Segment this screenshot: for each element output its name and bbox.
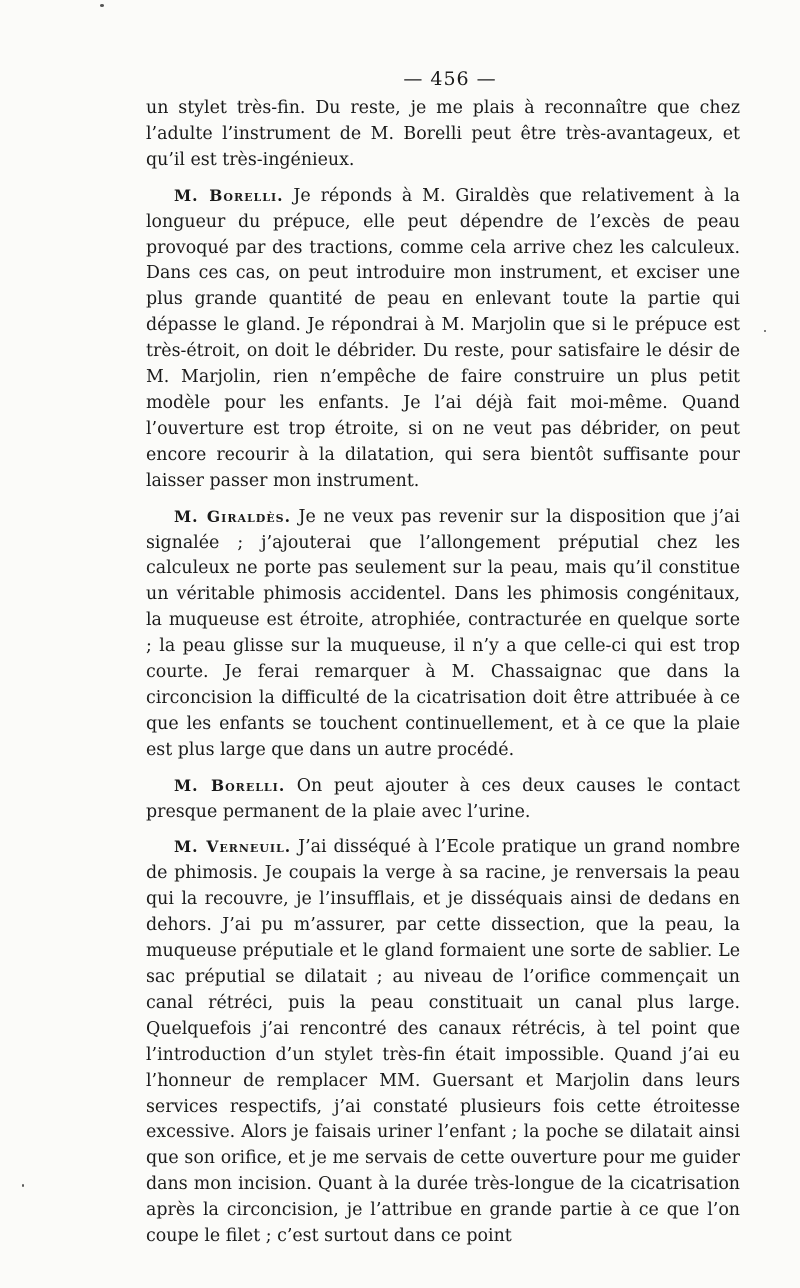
speaker-name: M. Verneuil.	[174, 837, 292, 857]
speaker-name: M. Giraldès.	[174, 506, 291, 526]
scan-speck	[22, 1184, 24, 1187]
paragraph-verneuil	[146, 834, 740, 1250]
scan-speck	[100, 4, 104, 7]
speaker-name: M. Borelli.	[174, 775, 286, 795]
paragraph-borelli-1	[146, 183, 740, 495]
paragraph-text: Je réponds à M. Giraldès que relativement à la longueur du prépuce, elle peut dépendre de l’excès de peau provoqué par des tractions, comme cela arrive chez les calculeux. Dans ces cas, on peut introduire mon instrument, et exciser une plus grande quantité de peau en enlevant toute la partie qui dépasse le gland. Je répondrai à M. Marjolin que si le prépuce est très-étroit, on doit le débrider. Du reste, pour satisfaire le désir de M. Marjolin, rien n’empêche de faire construire un plus petit modèle pour les enfants. Je l’ai déjà fait moi-même. Quand l’ouverture est trop étroite, si on ne veut pas débrider, on peut encore recourir à la dilatation, qui sera bientôt suffisante pour laisser passer mon instrument.	[146, 185, 741, 491]
paragraph-continuation	[146, 96, 740, 174]
page-number: — 456 —	[403, 68, 497, 90]
paragraph-text: On peut ajouter à ces deux causes le contact presque permanent de la plaie avec l’urine.	[146, 775, 741, 822]
paragraph-borelli-2	[146, 773, 740, 826]
speaker-name: M. Borelli.	[174, 185, 284, 205]
paragraph-text: J’ai disséqué à l’Ecole pratique un grand nombre de phimosis. Je coupais la verge à sa racine, je renversais la peau qui la recouvre, je l’insufflais, et je disséquais ainsi de dedans en dehors. J’ai pu m’assurer, par cette dissection, que la peau, la muqueuse préputiale et le gland formaient une sorte de sablier. Le sac préputial se dilatait ; au niveau de l’orifice commençait un canal rétréci, puis la peau constituait un canal plus large. Quelquefois j’ai rencontré des canaux rétrécis, à tel point que l’introduction d’un stylet très-fin était impossible. Quand j’ai eu l’honneur de remplacer MM. Guersant et Marjolin dans leurs services respectifs, j’ai constaté plusieurs fois cette étroitesse excessive. Alors je faisais uriner l’enfant ; la poche se dilatait ainsi que son orifice, et je me servais de cette ouverture pour me guider dans mon incision. Quant à la durée très-longue de la cicatrisation après la circoncision, je l’attribue en grande partie à ce que l’on coupe le filet ; c’est surtout dans ce point	[146, 837, 741, 1247]
paragraph-text: un stylet très-fin. Du reste, je me plais à reconnaître que chez l’adulte l’instrument de M. Borelli peut être très-avantageux, et qu’il est très-ingénieux.	[146, 98, 740, 170]
paragraph-giraldes	[146, 504, 740, 764]
paragraph-text: Je ne veux pas revenir sur la disposition que j’ai signalée ; j’ajouterai que l’allongement préputial chez les calculeux ne porte pas seulement sur la peau, mais qu’il constitue un véritable phimosis accidentel. Dans les phimosis congénitaux, la muqueuse est étroite, atrophiée, contracturée en quelque sorte ; la peau glisse sur la muqueuse, il n’y a que celle-ci qui est trop courte. Je ferai remarquer à M. Chassaignac que dans la circoncision la difficulté de la cicatrisation doit être attribuée à ce que les enfants se touchent continuellement, et à ce que la plaie est plus large que dans un autre procédé.	[146, 506, 740, 760]
scan-speck	[764, 330, 766, 332]
page-body	[146, 68, 740, 1259]
